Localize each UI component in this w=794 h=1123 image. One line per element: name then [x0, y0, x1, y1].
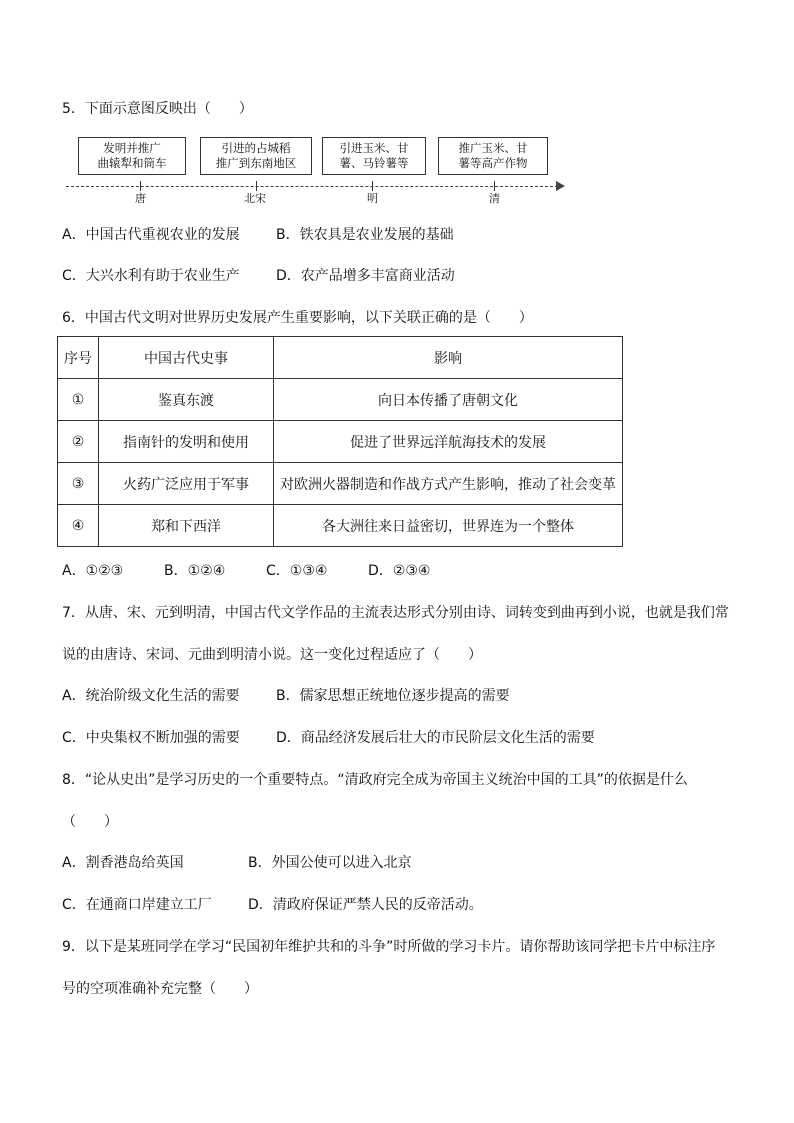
timeline-box-song — [200, 137, 312, 175]
q7-stem-line-1: 7．从唐、宋、元到明清，中国古代文学作品的主流表达形式分别由诗、词转变到曲再到小说，也就是我们常 — [62, 605, 729, 621]
table-cell-no: ② — [58, 421, 99, 463]
q6-stem: 6．中国古代文明对世界历史发展产生重要影响，以下关联正确的是（ ） — [62, 310, 533, 326]
q6-option-b: B．①②④ — [164, 563, 226, 579]
timeline-box-tang — [78, 137, 186, 175]
table-header-cell: 序号 — [58, 337, 99, 379]
table-row — [58, 421, 623, 463]
q8-option-b: B．外国公使可以进入北京 — [248, 855, 412, 871]
q8-option-a: A．割香港岛给英国 — [62, 855, 184, 871]
q5-option-b: B．铁农具是农业发展的基础 — [276, 227, 454, 243]
table-cell-impact: 向日本传播了唐朝文化 — [274, 379, 623, 421]
q5-option-c: C．大兴水利有助于农业生产 — [62, 268, 240, 284]
timeline-box-text: 引进的占城稻 — [221, 141, 291, 155]
table-cell-event: 鉴真东渡 — [99, 379, 274, 421]
q5-option-d: D．农产品增多丰富商业活动 — [276, 268, 455, 284]
timeline-box-text: 曲辕犁和筒车 — [97, 156, 167, 170]
table-header-cell: 中国古代史事 — [99, 337, 274, 379]
table-row — [58, 379, 623, 421]
q6-option-d: D．②③④ — [368, 563, 431, 579]
timeline-era-label: 明 — [367, 192, 378, 205]
timeline-box-text: 推广到东南地区 — [215, 156, 297, 170]
q8-option-d: D．清政府保证严禁人民的反帝活动。 — [248, 897, 483, 913]
table-cell-no: ③ — [58, 463, 99, 505]
q6-table — [57, 336, 623, 547]
q7-stem-line-2: 说的由唐诗、宋词、元曲到明清小说。这一变化过程适应了（ ） — [62, 647, 482, 663]
table-row — [58, 463, 623, 505]
table-header-row — [58, 337, 623, 379]
timeline-box-text: 薯、马铃薯等 — [339, 156, 409, 170]
q7-option-d: D．商品经济发展后壮大的市民阶层文化生活的需要 — [276, 730, 595, 746]
q9-stem-line-1: 9．以下是某班同学在学习“民国初年维护共和的斗争”时所做的学习卡片。请你帮助该同学把卡片中标注序 — [62, 939, 716, 955]
q8-stem-line-2: （ ） — [62, 814, 118, 830]
timeline-arrow-icon — [556, 181, 565, 191]
timeline-era-label: 清 — [489, 192, 500, 205]
timeline-box-ming — [322, 137, 426, 175]
table-cell-no: ④ — [58, 505, 99, 547]
timeline-era-label: 唐 — [135, 192, 146, 205]
q8-option-c: C．在通商口岸建立工厂 — [62, 897, 212, 913]
table-cell-impact: 各大洲往来日益密切，世界连为一个整体 — [274, 505, 623, 547]
timeline-box-text: 发明并推广 — [103, 141, 161, 155]
q5-stem: 5．下面示意图反映出（ ） — [62, 101, 253, 117]
q7-option-a: A．统治阶级文化生活的需要 — [62, 688, 240, 704]
table-cell-impact: 促进了世界远洋航海技术的发展 — [274, 421, 623, 463]
table-row — [58, 505, 623, 547]
table-cell-no: ① — [58, 379, 99, 421]
timeline-box-text: 推广玉米、甘 — [458, 141, 528, 155]
timeline-box-text: 薯等高产作物 — [458, 156, 528, 170]
table-cell-impact: 对欧洲火器制造和作战方式产生影响，推动了社会变革 — [274, 463, 623, 505]
agriculture-timeline-diagram — [66, 133, 576, 203]
table-header-cell: 影响 — [274, 337, 623, 379]
timeline-box-text: 引进玉米、甘 — [339, 141, 409, 155]
q7-option-b: B．儒家思想正统地位逐步提高的需要 — [276, 688, 510, 704]
q7-option-c: C．中央集权不断加强的需要 — [62, 730, 240, 746]
timeline-era-label: 北宋 — [244, 192, 266, 205]
q6-option-a: A．①②③ — [62, 563, 124, 579]
table-cell-event: 火药广泛应用于军事 — [99, 463, 274, 505]
timeline-box-qing — [438, 137, 548, 175]
q6-option-c: C．①③④ — [266, 563, 328, 579]
table-cell-event: 指南针的发明和使用 — [99, 421, 274, 463]
q5-option-a: A．中国古代重视农业的发展 — [62, 227, 240, 243]
q8-stem-line-1: 8．“论从史出”是学习历史的一个重要特点。“清政府完全成为帝国主义统治中国的工具”的依据是什么 — [62, 772, 688, 788]
table-cell-event: 郑和下西洋 — [99, 505, 274, 547]
q9-stem-line-2: 号的空项准确补充完整（ ） — [62, 981, 258, 997]
